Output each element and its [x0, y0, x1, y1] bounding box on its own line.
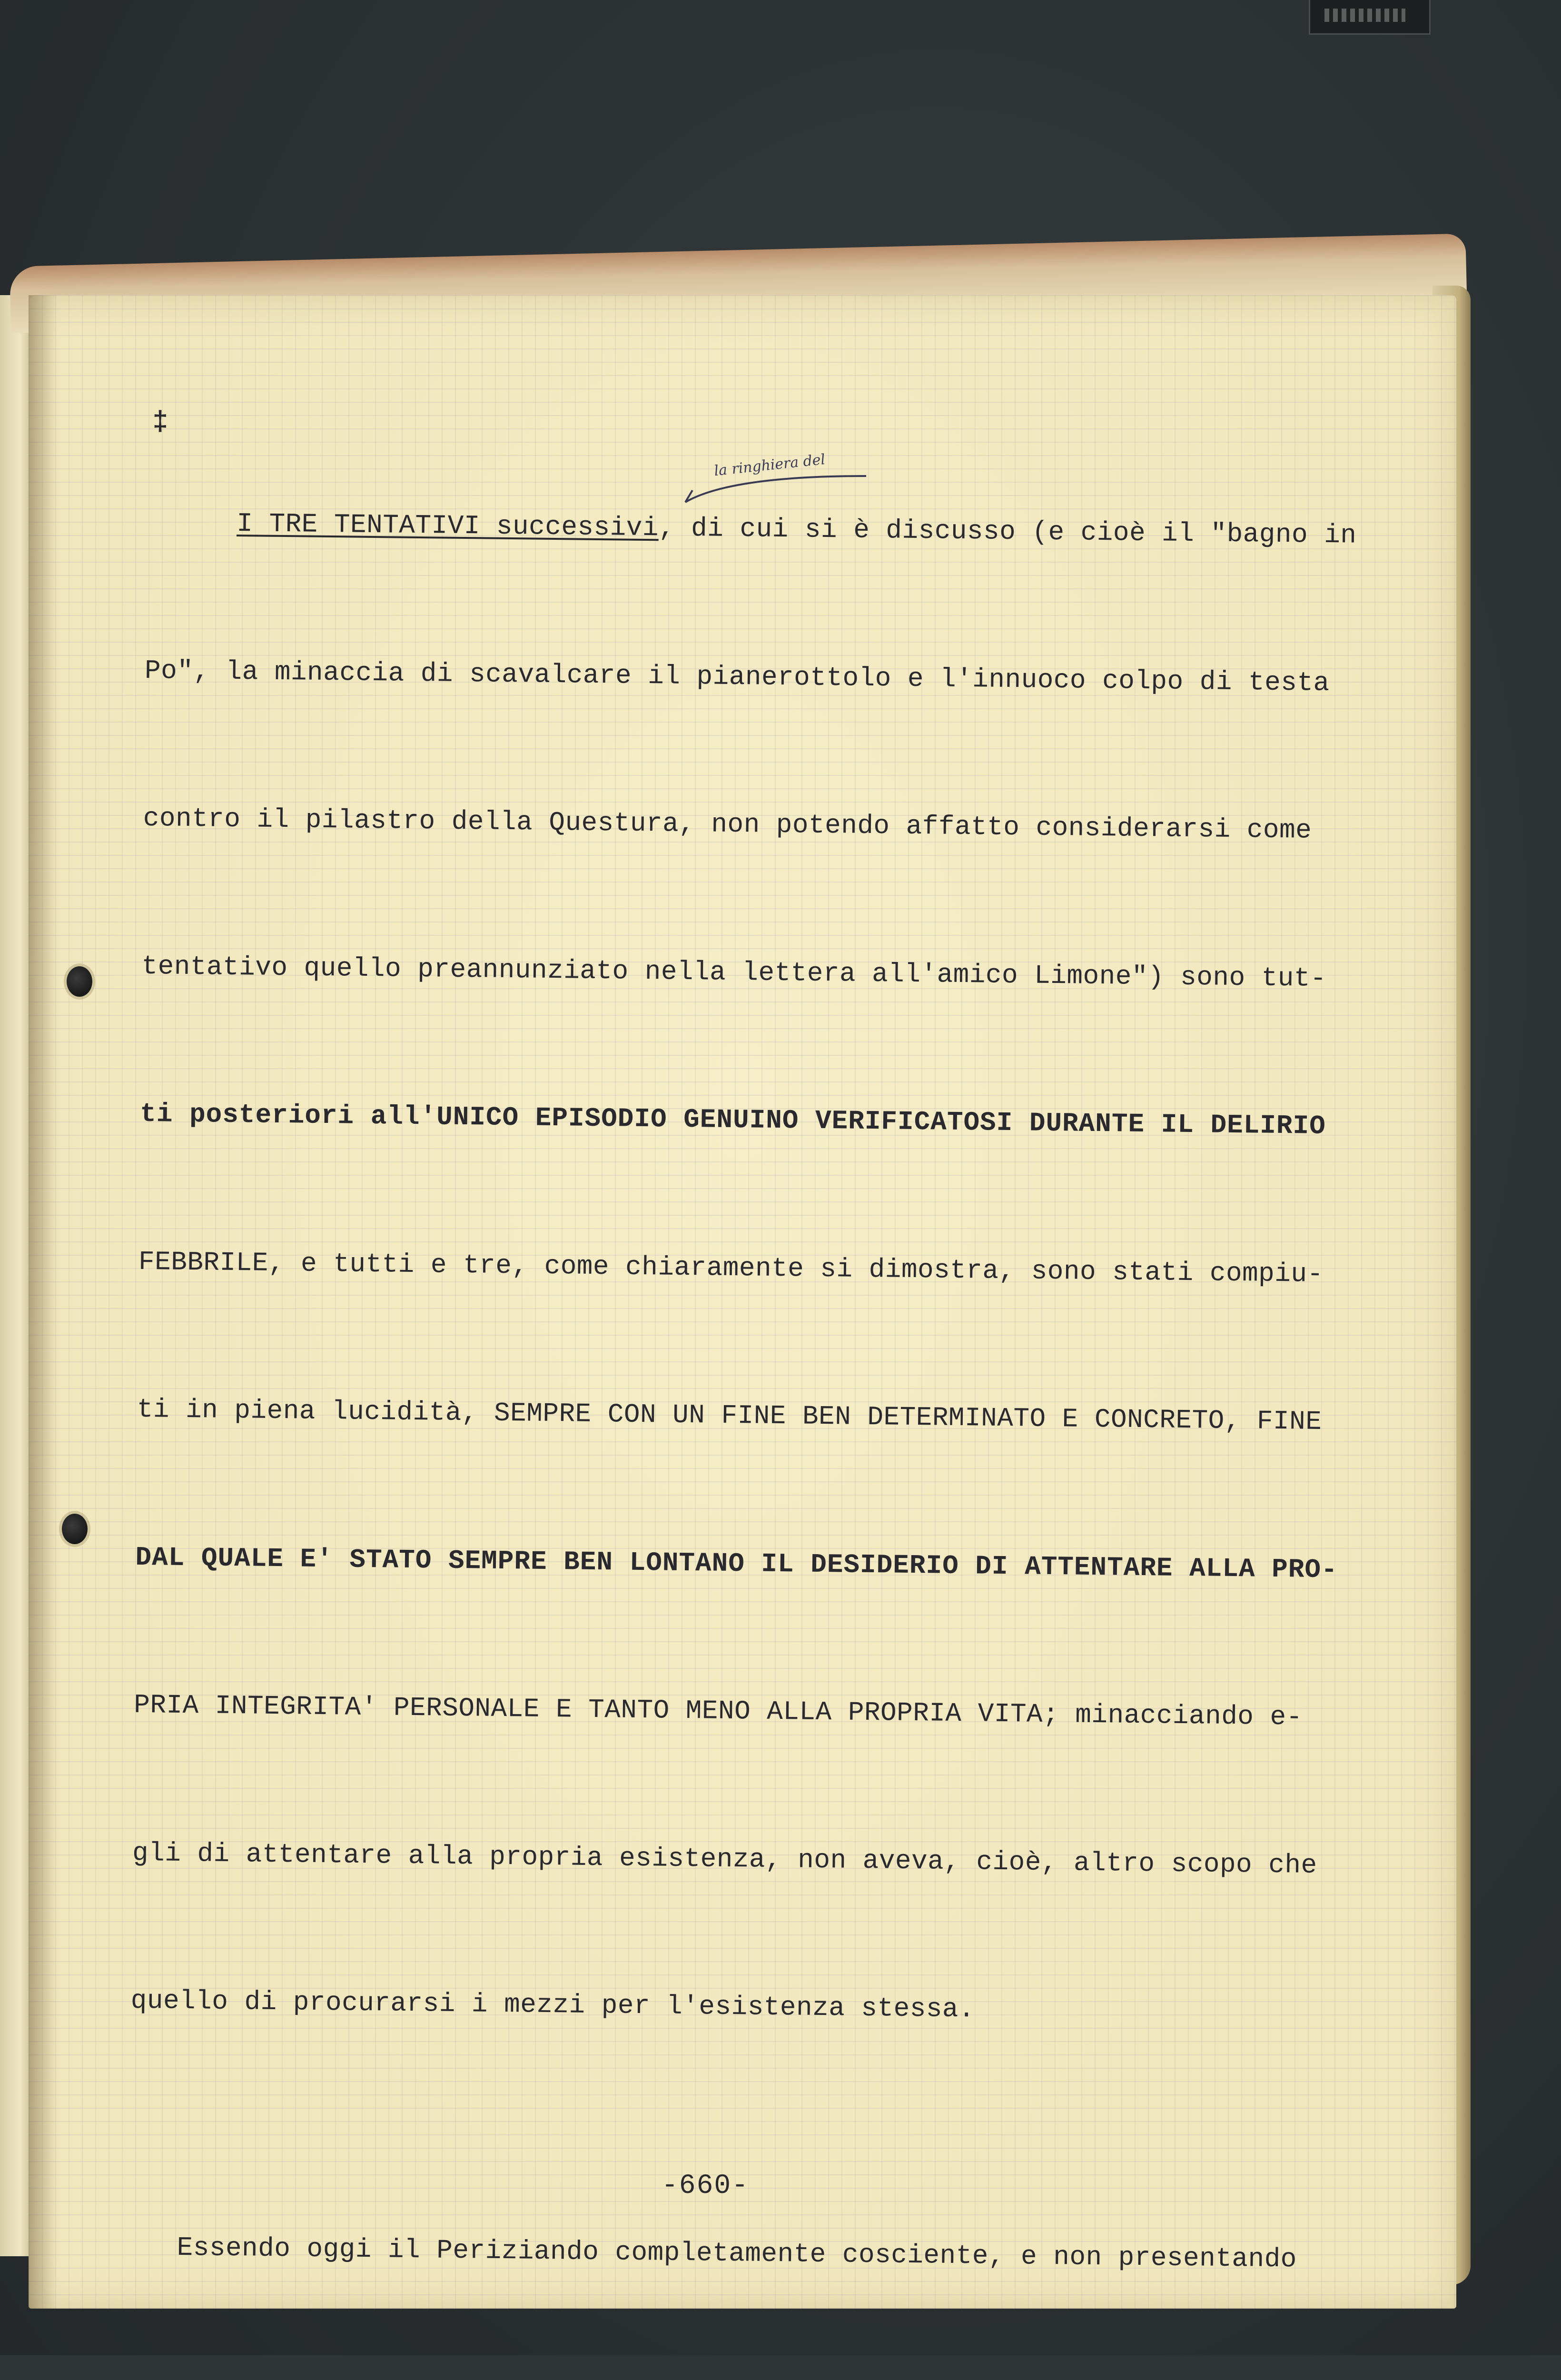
text-line: ti in piena lucidità, SEMPRE CON UN FINE BEN DETERMINATO E CONCRETO, FINE — [137, 1394, 1322, 1437]
page-number: -660- — [662, 2171, 750, 2202]
text-line: Essendo oggi il Periziando completamente cosciente, e non presentando — [128, 2231, 1297, 2274]
punch-hole-icon — [62, 1514, 88, 1544]
text-line — [127, 2370, 1412, 2380]
archive-label-icon — [1309, 0, 1431, 35]
text-line: quello di procurarsi i mezzi per l'esistenza stessa. — [130, 1985, 975, 2025]
handwritten-note: la ringhiera del — [713, 451, 826, 480]
text-line: PRIA INTEGRITA' PERSONALE E TANTO MENO ALLA PROPRIA VITA; minacciando e- — [133, 1689, 1303, 1733]
text-line: contro il pilastro della Questura, non potendo affatto considerarsi come — [143, 803, 1312, 846]
paragraph-1 — [129, 400, 1433, 2138]
margin-mark: ‡ — [152, 407, 168, 437]
typed-text — [88, 400, 1432, 2380]
text-line: FEBBRILE, e tutti e tre, come chiaramente si dimostra, sono stati compiu- — [138, 1246, 1324, 1289]
text-line: DAL QUALE E' STATO SEMPRE BEN LONTANO IL DESIDERIO DI ATTENTARE ALLA PRO- — [135, 1542, 1338, 1585]
text-line: Po", la minaccia di scavalcare il pianerottolo e l'innuoco colpo di testa — [144, 655, 1330, 698]
text-line-rest: , di cui si è discusso (e cioè il "bagno in — [658, 513, 1357, 551]
text-line: ti posteriori all'UNICO EPISODIO GENUINO VERIFICATOSI DURANTE IL DELIRIO — [139, 1098, 1326, 1142]
text-line: tentativo quello preannunziato nella lettera all'amico Limone") sono tut- — [141, 951, 1327, 994]
underlined-heading: I TRE TENTATIVI successivi — [236, 508, 659, 544]
paragraph-2 — [122, 2124, 1414, 2380]
punch-hole-icon — [67, 966, 92, 997]
text-line: gli di attentare alla propria esistenza, non aveva, cioè, altro scopo che — [132, 1837, 1317, 1881]
